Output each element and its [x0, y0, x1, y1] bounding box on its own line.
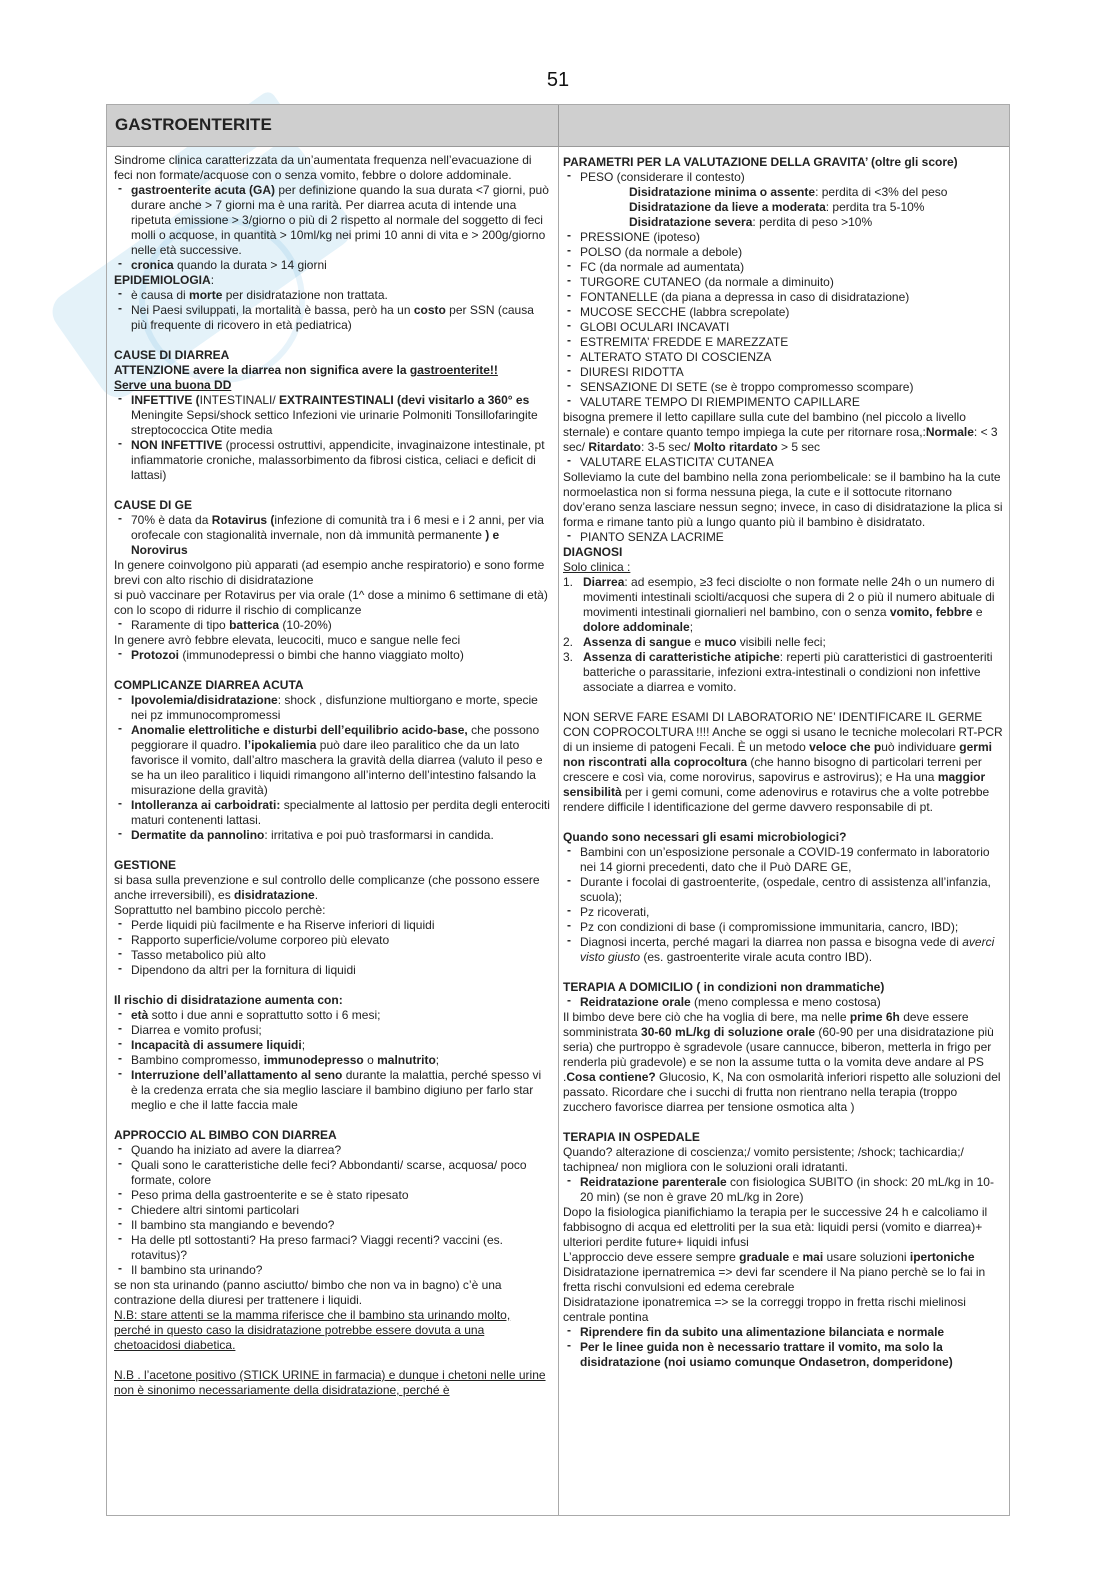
text: 70% è data da: [131, 513, 212, 527]
text: > 5 sec: [777, 440, 821, 454]
text: specialmente al lattosio per perdita degli enterociti maturi contenenti lattasi.: [131, 798, 550, 827]
column-divider: [558, 147, 559, 1516]
term: morte: [189, 288, 223, 302]
list-item: - Pz con condizioni di base (i compromissione immunitaria, cancro, IBD);: [563, 920, 1003, 935]
note-text: [114, 378, 550, 393]
term: Cosa contiene?: [566, 1070, 656, 1084]
paragraph: Solleviamo la cute del bambino nella zona periombelicale: se il bambino ha la cute normoelastica non si forma nessuna piega, la cute e il sottocute ritornano dov’erano senza lasciare nessun segno; invece, in caso di disidratazione la plica si forma e rimane tanto più a lungo quanto più il bambino è disidratato.: [563, 470, 1003, 529]
text: : reperti più caratteristici di gastroenteriti batteriche o parassitarie, infezioni extra-intestinali o condizioni non infettive associate a diarrea e vomito.: [583, 650, 993, 694]
list-item: - FC (da normale ad aumentata): [563, 260, 1003, 275]
text: per disidratazione non trattata.: [222, 288, 388, 302]
term: graduale: [739, 1250, 790, 1264]
list-item: [114, 1038, 550, 1053]
section-heading: Quando sono necessari gli esami microbiologici?: [563, 830, 847, 844]
section-heading: CAUSE DI GE: [114, 498, 193, 512]
section-heading: CAUSE DI DIARREA: [114, 348, 230, 362]
term: Rotavirus (: [211, 513, 275, 527]
text: : 3-5 sec/: [641, 440, 694, 454]
term: ) e Norovirus: [131, 528, 500, 557]
text: ;: [301, 1038, 306, 1052]
list-item: [114, 258, 550, 273]
term: Disidratazione da lieve a moderata: [629, 200, 826, 214]
text: Glucosio, K, Na con osmolarità inferiori rispetto alle soluzioni del passato. Ricordare che i succhi di frutta non rientrano nella terapia (troppo zucchero favorisce diarrea per tensione osmotica alta ): [563, 1070, 1001, 1114]
text: ;: [689, 620, 694, 634]
warning-text: [114, 363, 550, 378]
list-item: - Diarrea e vomito profusi;: [114, 1023, 550, 1038]
text: può dare ileo paralitico che da un lato favorisce il vomito, dall’altro maschera la gravità della diarrea (valuto il peso e se ha un ileo paralitico i liquidi rimangono all’interno dell’intestino falsando la misurazione della gravità): [131, 738, 543, 797]
text: Serve una buona DD: [114, 378, 232, 392]
term: INFETTIVE (: [131, 393, 200, 407]
list-item: - Dipendono da altri per la fornitura di liquidi: [114, 963, 550, 978]
section-heading: TERAPIA IN OSPEDALE: [563, 1130, 700, 1144]
list-item: [563, 935, 1003, 965]
text: : shock , disfunzione multiorgano e morte, specie nei pz immunocompromessi: [131, 693, 538, 722]
text: .: [314, 888, 319, 902]
text: : perdita tra 5-10%: [825, 200, 925, 214]
text: durante la malattia, perché spesso vi è la credenza errata che sia meglio lasciare il bambino digiuno per farlo star meglio e che il latte faccia male: [131, 1068, 542, 1112]
term: Protozoi: [131, 648, 179, 662]
text: : perdita di <3% del peso: [815, 185, 948, 199]
list-item: [114, 618, 550, 633]
paragraph: [563, 1010, 1003, 1115]
list-item: [114, 723, 550, 798]
text: NON SERVE FARE ESAMI DI LABORATORIO NE’ IDENTIFICARE IL GERME CON COPROCOLTURA !!!! Anche se oggi si usano le tecniche molecolari RT-PCR di un insieme di patogeni Fecali. È un metodo: [563, 710, 1003, 754]
text: Diagnosi incerta, perché magari la diarrea non passa e bisogna vede di: [580, 935, 963, 949]
term: Anomalie elettrolitiche e disturbi dell’equilibrio acido-base,: [131, 723, 468, 737]
list-item: [563, 995, 1003, 1010]
term: immunodepresso: [263, 1053, 364, 1067]
term: Assenza di caratteristiche atipiche: [583, 650, 780, 664]
list-item: - POLSO (da normale a debole): [563, 245, 1003, 260]
list-item: - Bambini con un’esposizione personale a COVID-19 confermato in laboratorio nei 14 giorni precedenti, dato che il Può DARE GE,: [563, 845, 1003, 875]
text: Bambino compromesso,: [131, 1053, 264, 1067]
text: usare soluzioni: [823, 1250, 910, 1264]
term: Intolleranza ai carboidrati:: [131, 798, 281, 812]
list-item: - Chiedere altri sintomi particolari: [114, 1203, 550, 1218]
list-item: [114, 393, 550, 438]
text: (es. gastroenterite virale acuta contro IBD).: [640, 950, 873, 964]
text: :: [210, 273, 215, 287]
paragraph: [563, 410, 1003, 455]
text: Meningite Sepsi/shock settico Infezioni vie urinarie Polmoniti Tonsillofaringite streptococcica Otite media: [131, 408, 538, 437]
section-heading: [114, 273, 550, 288]
paragraph: Quando? alterazione di coscienza;/ vomito persistente; /shock; tachicardia;/ tachipnea/ non migliora con le soluzioni orali idratanti.: [563, 1145, 964, 1174]
term: disidratazione: [234, 888, 315, 902]
list-item: [114, 648, 550, 663]
list-item: - Durante i focolai di gastroenterite, (ospedale, centro di assistenza all’infanzia, scuola);: [563, 875, 1003, 905]
term: EXTRAINTESTINALI (devi visitarlo a 360° es: [279, 393, 530, 407]
list-item: - PIANTO SENZA LACRIME: [563, 530, 1003, 545]
text: (immunodepressi o bimbi che hanno viaggiato molto): [179, 648, 464, 662]
term: Reidratazione parenterale: [580, 1175, 727, 1189]
term: maggior sensibilità: [563, 770, 986, 799]
item-number: 3.: [563, 650, 574, 664]
list-item: - PESO (considerare il contesto): [563, 170, 1003, 185]
page-title: GASTROENTERITE: [115, 115, 272, 134]
text: deve essere somministrata: [563, 1010, 969, 1039]
term: Normale: [925, 425, 974, 439]
term: gastroenterite acuta (GA): [131, 183, 276, 197]
term: ipertoniche: [909, 1250, 975, 1264]
section-heading: GESTIONE: [114, 858, 177, 872]
list-item: - PRESSIONE (ipoteso): [563, 230, 1003, 245]
numbered-item: [563, 650, 1003, 695]
paragraph: Disidratazione ipernatremica => devi far scendere il Na piano perchè se lo fai in fretta rischi convulsioni ed edema cerebrale: [563, 1265, 986, 1294]
text: per definizione quando la sua durata <7 giorni, può durare anche > 7 giorni ma è una rarità. Per diarrea acuta di intende una ripetuta emissione > 3/giorno o più di 2 rispetto al normale del soggetto di feci molli o acquose, in quantità > 10ml/kg nei primi 10 anni di vita e > 200g/giorno nelle età successive.: [131, 183, 549, 257]
text: e: [691, 635, 705, 649]
term: l’ipokaliemia: [244, 738, 317, 752]
text: (10-20%): [279, 618, 332, 632]
list-item: - SENSAZIONE DI SETE (se è troppo compromesso scompare): [563, 380, 1003, 395]
term: Molto ritardato: [693, 440, 778, 454]
term: batterica: [229, 618, 280, 632]
text: bisogna premere il letto capillare sulla cute del bambino (nel piccolo a livello sternale) e contare quanto tempo impiega la cute per ritornare rosa,:: [563, 410, 966, 439]
text: infezione di comunità tra i 6 mesi e i 2 anni, per via orofecale con stagionalità invernale, non dà immunità permanente: [131, 513, 544, 542]
paragraph: In genere avrò febbre elevata, leucociti, muco e sangue nelle feci: [114, 633, 461, 647]
list-item: - Per le linee guida non è necessario trattare il vomito, ma solo la disidratazione (noi usiamo comunque Ondasetron, domperidone): [563, 1340, 1003, 1370]
text: e: [789, 1250, 803, 1264]
term: veloce che p: [809, 740, 882, 754]
text: Nei Paesi sviluppati, la mortalità è bassa, però ha un: [131, 303, 414, 317]
text: è causa di: [131, 288, 190, 302]
text: (processi ostruttivi, appendicite, invaginaizone intestinale, pt infiammatorie croniche, malassorbimento da fibrosi cistica, celiaci e deficit di lattasi): [131, 438, 545, 482]
text: INTESTINALI/: [199, 393, 280, 407]
paragraph: [114, 873, 550, 903]
term: Disidratazione minima o assente: [629, 185, 816, 199]
item-number: 1.: [563, 575, 574, 589]
paragraph: Dopo la fisiologica pianifichiamo la terapia per le successive 24 h e calcoliamo il fabbisogno di acqua ed elettroliti per la sua età: liquidi persi (vomito e diarrea)+ ulteriori perdite future+ liquidi infusi: [563, 1205, 988, 1249]
list-item: [563, 1175, 1003, 1205]
text: : irritativa e poi può trasformarsi in candida.: [264, 828, 494, 842]
text: L’approccio deve essere sempre: [563, 1250, 740, 1264]
numbered-item: [563, 635, 1003, 650]
text: per i gemi comuni, come adenovirus e rotavirus che a volte potrebbe rendere difficile l identificazione del germe davvero responsabile di pt.: [563, 785, 990, 814]
text: ATTENZIONE avere la diarrea non significa avere la: [114, 363, 410, 377]
text: : ad esempio, ≥3 feci disciolte o non formate nelle 24h o un numero di movimenti intestinali sciolti/acquosi che supera di 2 o più il numero abituale di movimenti intestinali giornalieri nel bambino, con o senza: [583, 575, 995, 619]
text: visibili nelle feci;: [736, 635, 826, 649]
term: cronica: [131, 258, 174, 272]
list-item: - Pz ricoverati,: [563, 905, 1003, 920]
list-item: - VALUTARE ELASTICITA’ CUTANEA: [563, 455, 1003, 470]
list-item: [114, 1008, 550, 1023]
text: ;: [435, 1053, 440, 1067]
term: vomito, febbre: [889, 605, 973, 619]
list-item: - DIURESI RIDOTTA: [563, 365, 1003, 380]
text: sotto i due anni e soprattutto sotto i 6 mesi;: [148, 1008, 381, 1022]
list-item: [563, 215, 1003, 230]
list-item: - Il bambino sta urinando?: [114, 1263, 550, 1278]
list-item: [563, 185, 1003, 200]
term: Disidratazione severa: [629, 215, 753, 229]
list-item: [114, 183, 550, 258]
list-item: - Il bambino sta mangiando e bevendo?: [114, 1218, 550, 1233]
list-item: - Quando ha iniziato ad avere la diarrea?: [114, 1143, 550, 1158]
list-item: [114, 1068, 550, 1113]
term: muco: [704, 635, 737, 649]
paragraph: [563, 710, 1003, 815]
list-item: [114, 288, 550, 303]
text: (che hanno bisogno di particolari terreni per crescere e così via, come norovirus, sapovirus e astrovirus); e Ha una: [563, 755, 982, 784]
term: Dermatite da pannolino: [131, 828, 265, 842]
list-item: - Quali sono le caratteristiche delle feci? Abbondanti/ scarse, acquosa/ poco formate, colore: [114, 1158, 550, 1188]
text: gastroenterite!!: [409, 363, 498, 377]
text: o: [363, 1053, 378, 1067]
term: mai: [802, 1250, 824, 1264]
section-heading: PARAMETRI PER LA VALUTAZIONE DELLA GRAVITA’ (oltre gli score): [563, 155, 958, 169]
term: Ritardato: [588, 440, 642, 454]
right-column: [563, 153, 1003, 1469]
list-item: [114, 693, 550, 723]
list-item: - Rapporto superficie/volume corporeo più elevato: [114, 933, 550, 948]
list-item: [114, 303, 550, 333]
list-item: - GLOBI OCULARI INCAVATI: [563, 320, 1003, 335]
paragraph: In genere coinvolgono più apparati (ad esempio anche respiratorio) e sono forme brevi con alto rischio di disidratazione: [114, 558, 545, 587]
list-item: - Peso prima della gastroenterite e se è stato ripesato: [114, 1188, 550, 1203]
term: Assenza di sangue: [583, 635, 692, 649]
section-heading: DIAGNOSI: [563, 545, 623, 559]
text: si basa sulla prevenzione e sul controllo delle complicanze (che possono essere anche irreversibili), es: [114, 873, 540, 902]
note-text: [114, 1308, 550, 1353]
text: (meno complessa e meno costosa): [690, 995, 881, 1009]
list-item: - Riprendere fin da subito una alimentazione bilanciata e normale: [563, 1325, 1003, 1340]
text: averci visto giusto: [580, 935, 995, 964]
text: per SSN (causa più frequente di ricovero in età pediatrica): [131, 303, 534, 332]
term: Diarrea: [583, 575, 625, 589]
list-item: - FONTANELLE (da piana a depressa in caso di disidratazione): [563, 290, 1003, 305]
term: Interruzione dell’allattamento al seno: [131, 1068, 343, 1082]
text: N.B: stare attenti se la mamma riferisce che il bambino sta urinando molto, perché in questo caso la disidratazione potrebbe essere dovuta a una chetoacidosi diabetica.: [114, 1308, 511, 1352]
term: Ipovolemia/disidratazione: [131, 693, 278, 707]
column-divider: [558, 105, 559, 147]
list-item: [114, 828, 550, 843]
term: NON INFETTIVE: [131, 438, 223, 452]
numbered-item: [563, 575, 1003, 635]
section-heading: COMPLICANZE DIARREA ACUTA: [114, 678, 304, 692]
list-item: - Perde liquidi più facilmente e ha Riserve inferiori di liquidi: [114, 918, 550, 933]
list-item: [114, 438, 550, 483]
text: Solo clinica :: [563, 560, 631, 574]
heading-text: EPIDEMIOLOGIA: [114, 273, 211, 287]
term: dolore addominale: [583, 620, 690, 634]
paragraph: [563, 1250, 1003, 1265]
intro-text: Sindrome clinica caratterizzata da un’aumentata frequenza nell’evacuazione di feci non formate/acquose con o senza vomito, febbre o dolore addominale.: [114, 153, 532, 182]
section-heading: APPROCCIO AL BIMBO CON DIARREA: [114, 1128, 337, 1142]
paragraph: si può vaccinare per Rotavirus per via orale (1^ dose a minimo 6 settimane di età) con lo scopo di ridurre il rischio di complicanze: [114, 588, 548, 617]
table-header: [107, 105, 1009, 147]
list-item: - MUCOSE SECCHE (labbra screpolate): [563, 305, 1003, 320]
note-text: [114, 1368, 550, 1398]
term: costo: [413, 303, 446, 317]
page-number: 51: [546, 69, 570, 91]
paragraph: Soprattutto nel bambino piccolo perchè:: [114, 903, 326, 917]
text: (60-90 per una disidratazione più seria) che purtroppo è sgradevole (usare cannucce, biberon, metterla in frigo per renderla più gradevole) e se non la assume tutta o la vomita deve andare al PS .: [563, 1025, 994, 1084]
term: Incapacità di assumere liquidi: [131, 1038, 302, 1052]
text: che possono peggiorare il quadro.: [131, 723, 540, 752]
section-heading: Il rischio di disidratazione aumenta con:: [114, 993, 343, 1007]
text: N.B . l’acetone positivo (STICK URINE in farmacia) e dunque i chetoni nelle urine non è sinonimo necessariamente della disidratazione, perché è: [114, 1368, 546, 1397]
section-heading: TERAPIA A DOMICILIO ( in condizioni non drammatiche): [563, 980, 885, 994]
text: : perdita di peso >10%: [752, 215, 873, 229]
list-item: [114, 513, 550, 558]
list-item: [114, 1053, 550, 1068]
term: 30-60 mL/kg di soluzione orale: [641, 1025, 816, 1039]
list-item: - VALUTARE TEMPO DI RIEMPIMENTO CAPILLARE: [563, 395, 1003, 410]
list-item: - Ha delle ptl sottostanti? Ha preso farmaci? Viaggi recenti? vaccini (es. rotavitus)?: [114, 1233, 550, 1263]
list-item: - Tasso metabolico più alto: [114, 948, 550, 963]
list-item: [114, 798, 550, 828]
paragraph: Disidratazione iponatremica => se la correggi troppo in fretta rischi mielinosi centrale pontina: [563, 1295, 966, 1324]
text: e: [972, 605, 983, 619]
term: prime 6h: [849, 1010, 900, 1024]
subheading: [563, 560, 1003, 575]
item-number: 2.: [563, 635, 574, 649]
paragraph: se non sta urinando (panno asciutto/ bimbo che non va in bagno) c’è una contrazione della diuresi per trattenere i liquidi.: [114, 1278, 502, 1307]
text: Raramente di tipo: [131, 618, 230, 632]
term: Reidratazione orale: [580, 995, 691, 1009]
text: con fisiologica SUBITO (in shock: 20 mL/kg in 10-20 min) (se non è grave 20 mL/kg in 2ore): [580, 1175, 994, 1204]
term: malnutrito: [377, 1053, 436, 1067]
list-item: [563, 200, 1003, 215]
term: germi non riscontrati alla coprocoltura: [563, 740, 992, 769]
text: quando la durata > 14 giorni: [173, 258, 327, 272]
text: : < 3 sec/: [563, 425, 998, 454]
left-column: [114, 153, 550, 1513]
text: uò individuare: [881, 740, 960, 754]
document-table: [106, 104, 1010, 1516]
list-item: - ESTREMITA’ FREDDE E MAREZZATE: [563, 335, 1003, 350]
list-item: - TURGORE CUTANEO (da normale a diminuito): [563, 275, 1003, 290]
text: Il bimbo deve bere ciò che ha voglia di bere, ma nelle: [563, 1010, 850, 1024]
list-item: - ALTERATO STATO DI COSCIENZA: [563, 350, 1003, 365]
term: età: [131, 1008, 149, 1022]
